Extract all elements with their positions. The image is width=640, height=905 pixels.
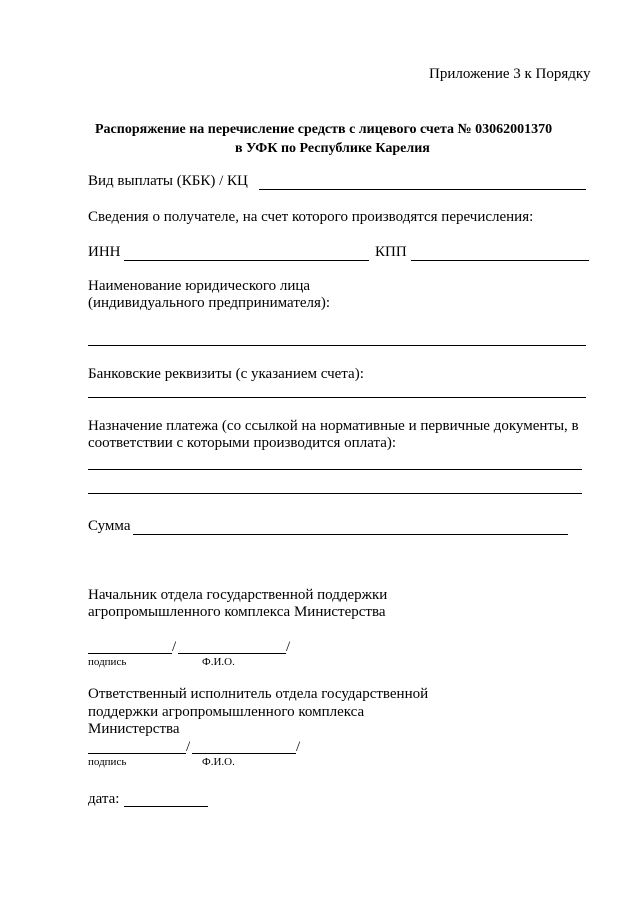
document-title-line2: в УФК по Республике Карелия xyxy=(235,141,430,156)
legal-name-label-1: Наименование юридического лица xyxy=(88,278,311,294)
head-signature-slash-1: / xyxy=(172,639,177,655)
kbk-label: Вид выплаты (КБК) / КЦ xyxy=(88,173,248,189)
kpp-label: КПП xyxy=(375,244,407,260)
appendix-note: Приложение 3 к Порядку xyxy=(429,66,591,82)
recipient-info-label: Сведения о получателе, на счет которого производятся перечисления: xyxy=(88,209,534,225)
bank-details-input-line[interactable] xyxy=(88,397,586,398)
inn-input-line[interactable] xyxy=(124,260,369,261)
sum-input-line[interactable] xyxy=(133,534,568,535)
kbk-input-line[interactable] xyxy=(259,189,586,190)
head-signature-caption: подпись xyxy=(88,656,127,668)
date-input-line[interactable] xyxy=(124,806,208,807)
payment-purpose-label-1: Назначение платежа (со ссылкой на нормативные и первичные документы, в xyxy=(88,418,579,434)
head-fio-line[interactable] xyxy=(178,653,286,654)
head-signature-slash-2: / xyxy=(286,639,291,655)
legal-name-input-line[interactable] xyxy=(88,345,586,346)
executor-fio-caption: Ф.И.О. xyxy=(202,756,235,768)
legal-name-label-2: (индивидуального предпринимателя): xyxy=(88,295,331,311)
executor-position-line3: Министерства xyxy=(88,721,180,737)
sum-label: Сумма xyxy=(88,518,131,534)
head-position-line2: агропромышленного комплекса Министерства xyxy=(88,604,386,620)
kpp-input-line[interactable] xyxy=(411,260,589,261)
executor-signature-slash-1: / xyxy=(186,739,191,755)
payment-purpose-input-line-1[interactable] xyxy=(88,469,582,470)
head-position-line1: Начальник отдела государственной поддержки xyxy=(88,587,388,603)
head-fio-caption: Ф.И.О. xyxy=(202,656,235,668)
executor-position-line2: поддержки агропромышленного комплекса xyxy=(88,704,365,720)
executor-signature-line[interactable] xyxy=(88,753,186,754)
executor-signature-caption: подпись xyxy=(88,756,127,768)
payment-purpose-input-line-2[interactable] xyxy=(88,493,582,494)
executor-signature-slash-2: / xyxy=(296,739,301,755)
inn-label: ИНН xyxy=(88,244,121,260)
bank-details-label: Банковские реквизиты (с указанием счета): xyxy=(88,366,364,382)
head-signature-line[interactable] xyxy=(88,653,172,654)
executor-position-line1: Ответственный исполнитель отдела государственной xyxy=(88,686,429,702)
document-title-line1: Распоряжение на перечисление средств с лицевого счета № 03062001370 xyxy=(95,122,553,137)
executor-fio-line[interactable] xyxy=(192,753,296,754)
date-label: дата: xyxy=(88,791,120,807)
payment-purpose-label-2: соответствии с которыми производится оплата): xyxy=(88,435,397,451)
